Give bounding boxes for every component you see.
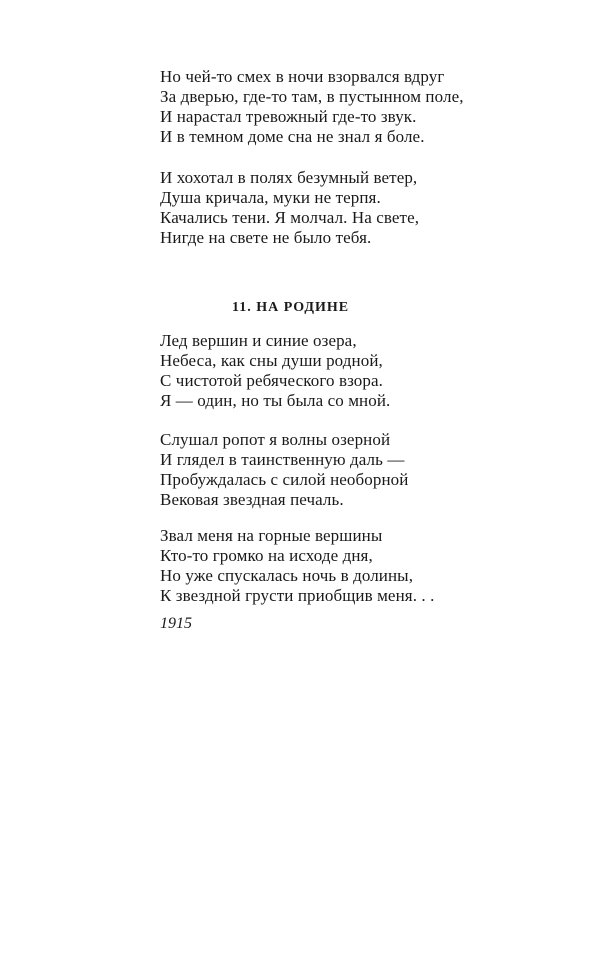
verse-line: И в темном доме сна не знал я боле. — [160, 127, 425, 146]
verse-line: И нарастал тревожный где-то звук. — [160, 107, 417, 126]
verse-line: Слушал ропот я волны озерной — [160, 430, 391, 449]
verse-line: Душа кричала, муки не терпя. — [160, 188, 381, 207]
verse-line: Небеса, как сны души родной, — [160, 351, 383, 370]
verse-line: Нигде на свете не было тебя. — [160, 228, 372, 247]
stanza-1 — [160, 331, 540, 411]
stanza-previous-1 — [160, 67, 540, 147]
verse-line: Пробуждалась с силой необорной — [160, 470, 409, 489]
poem-date: 1915 — [160, 615, 192, 632]
verse-line: И глядел в таинственную даль — — [160, 450, 405, 469]
verse-line: Но чей-то смех в ночи взорвался вдруг — [160, 67, 445, 86]
verse-line: Лед вершин и синие озера, — [160, 331, 357, 350]
verse-line: И хохотал в полях безумный ветер, — [160, 168, 418, 187]
verse-line: К звездной грусти приобщив меня. . . — [160, 586, 435, 605]
verse-line: Кто-то громко на исходе дня, — [160, 546, 373, 565]
stanza-3 — [160, 526, 540, 606]
stanza-previous-2 — [160, 168, 540, 248]
poem-title: 11. НА РОДИНЕ — [232, 300, 350, 315]
verse-line: Но уже спускалась ночь в долины, — [160, 566, 414, 585]
verse-line: Звал меня на горные вершины — [160, 526, 383, 545]
verse-line: С чистотой ребяческого взора. — [160, 371, 384, 390]
stanza-2 — [160, 430, 540, 510]
verse-line: Вековая звездная печаль. — [160, 490, 344, 509]
verse-line: За дверью, где-то там, в пустынном поле, — [160, 87, 464, 106]
verse-line: Качались тени. Я молчал. На свете, — [160, 208, 420, 227]
verse-line: Я — один, но ты была со мной. — [160, 391, 391, 410]
